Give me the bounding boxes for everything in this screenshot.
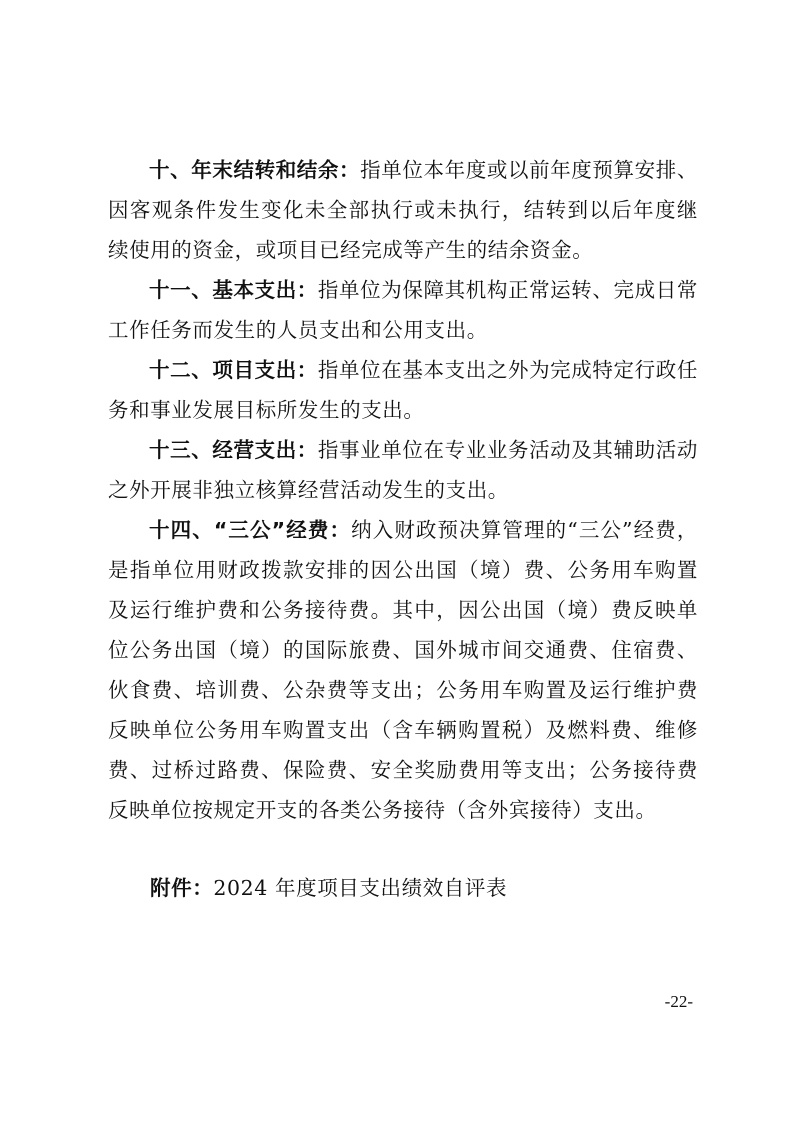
paragraph-carryover-balance xyxy=(108,150,698,270)
term-definition: 纳入财政预决算管理的“三公”经费，是指单位用财政拨款安排的因公出国（境）费、公务用车购置及运行维护费和公务接待费。其中，因公出国（境）费反映单位公务出国（境）的国际旅费、国外城市间交通费、住宿费、伙食费、培训费、公杂费等支出；公务用车购置及运行维护费反映单位公务用车购置支出（含车辆购置税）及燃料费、维修费、过桥过路费、保险费、安全奖励费用等支出；公务接待费反映单位按规定开支的各类公务接待（含外宾接待）支出。 xyxy=(108,518,698,822)
term-definition: 指单位为保障其机构正常运转、完成日常工作任务而发生的人员支出和公用支出。 xyxy=(108,278,698,342)
term-definition: 指单位在基本支出之外为完成特定行政任务和事业发展目标所发生的支出。 xyxy=(108,358,698,422)
term-heading: 十四、“三公”经费： xyxy=(149,518,352,542)
term-heading: 十二、项目支出： xyxy=(149,358,318,382)
paragraph-three-public-expenses xyxy=(108,510,698,830)
page-number: -22- xyxy=(664,992,693,1011)
attachment-label: 附件： xyxy=(150,876,214,900)
paragraph-operating-expenditure xyxy=(108,430,698,510)
attachment-title: 2024 年度项目支出绩效自评表 xyxy=(213,876,508,900)
attachment-line xyxy=(150,868,507,908)
document-body xyxy=(108,150,698,830)
term-definition: 指事业单位在专业业务活动及其辅助活动之外开展非独立核算经营活动发生的支出。 xyxy=(108,438,698,502)
term-heading: 十一、基本支出： xyxy=(149,278,318,302)
term-heading: 十三、经营支出： xyxy=(149,438,318,462)
paragraph-basic-expenditure xyxy=(108,270,698,350)
term-definition: 指单位本年度或以前年度预算安排、因客观条件发生变化未全部执行或未执行，结转到以后年度继续使用的资金，或项目已经完成等产生的结余资金。 xyxy=(108,158,698,262)
paragraph-project-expenditure xyxy=(108,350,698,430)
term-heading: 十、年末结转和结余： xyxy=(149,158,361,182)
